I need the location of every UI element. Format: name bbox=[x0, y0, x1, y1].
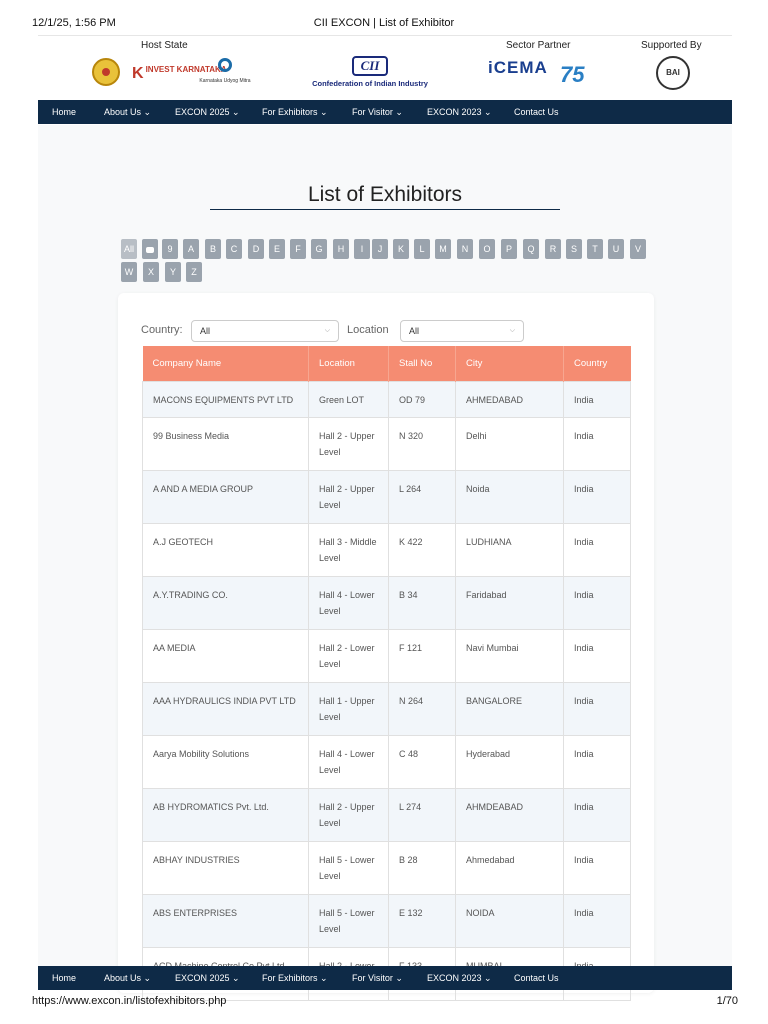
nav-excon-2025[interactable]: EXCON 2025 ⌄ bbox=[175, 973, 240, 983]
cell-stall: L 274 bbox=[389, 789, 456, 842]
nav-about-us[interactable]: About Us ⌄ bbox=[104, 107, 152, 117]
cell-location: Hall 1 - Upper Level bbox=[309, 683, 389, 736]
cell-location: Hall 3 - Middle Level bbox=[309, 524, 389, 577]
cell-stall: F 121 bbox=[389, 630, 456, 683]
letter-filter-h[interactable]: H bbox=[333, 239, 349, 259]
letter-filter-x[interactable]: X bbox=[143, 262, 159, 282]
letter-filter-s[interactable]: S bbox=[566, 239, 582, 259]
icema-logo[interactable] bbox=[488, 58, 548, 78]
cell-stall: K 422 bbox=[389, 524, 456, 577]
letter-filter-9[interactable]: 9 bbox=[162, 239, 178, 259]
cell-stall: N 264 bbox=[389, 683, 456, 736]
nav-contact-us[interactable]: Contact Us bbox=[514, 107, 559, 117]
country-filter-label: Country: bbox=[141, 324, 183, 336]
cell-stall: B 34 bbox=[389, 577, 456, 630]
cell-country: India bbox=[564, 789, 631, 842]
table-header-row bbox=[143, 346, 631, 382]
cell-city: Delhi bbox=[456, 418, 564, 471]
print-title: CII EXCON | List of Exhibitor bbox=[313, 17, 455, 29]
letter-filter-o[interactable]: O bbox=[479, 239, 495, 259]
nav-for-exhibitors[interactable]: For Exhibitors ⌄ bbox=[262, 973, 328, 983]
table-row bbox=[143, 789, 631, 842]
page-content bbox=[38, 125, 732, 966]
invest-karnataka-logo[interactable]: KINVEST KARNATAKA bbox=[132, 65, 227, 82]
letter-filter-z[interactable]: Z bbox=[186, 262, 202, 282]
seventy-five-years-logo bbox=[560, 62, 584, 88]
table-row bbox=[143, 683, 631, 736]
nav-home[interactable]: Home bbox=[52, 973, 77, 983]
cell-company: AAA HYDRAULICS INDIA PVT LTD bbox=[143, 683, 309, 736]
print-date: 12/1/25, 1:56 PM bbox=[32, 17, 116, 29]
nav-contact-us[interactable]: Contact Us bbox=[514, 973, 559, 983]
cell-country: India bbox=[564, 630, 631, 683]
column-header-location[interactable]: Location bbox=[309, 346, 389, 382]
letter-filter-v[interactable]: V bbox=[630, 239, 646, 259]
table-row bbox=[143, 630, 631, 683]
table-row bbox=[143, 842, 631, 895]
location-select[interactable] bbox=[400, 320, 524, 342]
country-select-value: All bbox=[200, 326, 211, 336]
chevron-down-icon: ⌵ bbox=[509, 327, 515, 334]
cell-city: AHMDEABAD bbox=[456, 789, 564, 842]
cell-city: BANGALORE bbox=[456, 683, 564, 736]
cell-stall: N 320 bbox=[389, 418, 456, 471]
cell-stall: E 132 bbox=[389, 895, 456, 948]
invest-karnataka-text: INVEST KARNATAKA bbox=[145, 65, 227, 74]
sticky-navbar bbox=[38, 966, 732, 990]
print-page-number: 1/70 bbox=[716, 995, 738, 1007]
column-header-stall-no[interactable]: Stall No bbox=[389, 346, 456, 382]
cell-location: Hall 2 - Lower Level bbox=[309, 630, 389, 683]
location-filter-label: Location bbox=[347, 324, 389, 336]
supported-by-label: Supported By bbox=[641, 40, 702, 51]
cell-company: A AND A MEDIA GROUP bbox=[143, 471, 309, 524]
print-url: https://www.excon.in/listofexhibitors.php bbox=[32, 995, 227, 1007]
main-navbar bbox=[38, 100, 732, 124]
nav-excon-2023[interactable]: EXCON 2023 ⌄ bbox=[427, 973, 492, 983]
cell-country: India bbox=[564, 895, 631, 948]
table-row bbox=[143, 382, 631, 418]
chevron-down-icon: ⌵ bbox=[324, 327, 330, 334]
cell-location: Hall 4 - Lower Level bbox=[309, 577, 389, 630]
letter-filter-e[interactable]: E bbox=[269, 239, 285, 259]
host-state-label: Host State bbox=[141, 40, 188, 51]
letter-filter-i[interactable]: I bbox=[354, 239, 370, 259]
table-row bbox=[143, 418, 631, 471]
karnataka-udyog-mitra-text: Karnataka Udyog Mitra bbox=[199, 78, 251, 84]
letter-filter-j[interactable]: J bbox=[372, 239, 388, 259]
cell-city: AHMEDABAD bbox=[456, 382, 564, 418]
title-underline bbox=[210, 209, 560, 210]
cell-city: Ahmedabad bbox=[456, 842, 564, 895]
karnataka-udyog-mitra-logo[interactable] bbox=[198, 58, 252, 84]
nav-home[interactable]: Home bbox=[52, 107, 77, 117]
letter-filter-all[interactable]: All bbox=[121, 239, 137, 259]
cell-company: ABHAY INDUSTRIES bbox=[143, 842, 309, 895]
cell-country: India bbox=[564, 418, 631, 471]
cell-location: Hall 5 - Lower Level bbox=[309, 895, 389, 948]
cell-location: Hall 2 - Upper Level bbox=[309, 789, 389, 842]
cell-location: Green LOT bbox=[309, 382, 389, 418]
page-title: List of Exhibitors bbox=[307, 183, 463, 206]
letter-filter-n[interactable]: N bbox=[457, 239, 473, 259]
cell-location: Hall 2 - Upper Level bbox=[309, 471, 389, 524]
cell-company: 99 Business Media bbox=[143, 418, 309, 471]
icema-text: iCEMA bbox=[488, 58, 548, 77]
nav-for-visitor[interactable]: For Visitor ⌄ bbox=[352, 107, 403, 117]
table-row bbox=[143, 524, 631, 577]
letter-filter-m[interactable]: M bbox=[435, 239, 451, 259]
sector-partner-label: Sector Partner bbox=[506, 40, 571, 51]
letter-filter-w[interactable]: W bbox=[121, 262, 137, 282]
letter-filter-f[interactable]: F bbox=[290, 239, 306, 259]
cell-country: India bbox=[564, 577, 631, 630]
cell-city: LUDHIANA bbox=[456, 524, 564, 577]
letter-filter-y[interactable]: Y bbox=[165, 262, 181, 282]
cell-stall: L 264 bbox=[389, 471, 456, 524]
bai-text: BAI bbox=[666, 68, 680, 77]
letter-filter-k[interactable]: K bbox=[393, 239, 409, 259]
bai-logo[interactable] bbox=[656, 56, 690, 90]
letter-filter-p[interactable]: P bbox=[501, 239, 517, 259]
country-select[interactable] bbox=[191, 320, 339, 342]
exhibitor-table bbox=[142, 346, 631, 1001]
cii-mark: CII bbox=[352, 56, 388, 76]
cell-company: AB HYDROMATICS Pvt. Ltd. bbox=[143, 789, 309, 842]
cell-company: MACONS EQUIPMENTS PVT LTD bbox=[143, 382, 309, 418]
column-header-city[interactable]: City bbox=[456, 346, 564, 382]
letter-filter-r[interactable]: R bbox=[545, 239, 561, 259]
nav-for-exhibitors[interactable]: For Exhibitors ⌄ bbox=[262, 107, 328, 117]
cell-country: India bbox=[564, 471, 631, 524]
letter-filter-b[interactable]: B bbox=[205, 239, 221, 259]
cell-company: Aarya Mobility Solutions bbox=[143, 736, 309, 789]
table-row bbox=[143, 577, 631, 630]
karnataka-emblem-logo bbox=[92, 58, 120, 86]
cell-company: AA MEDIA bbox=[143, 630, 309, 683]
letter-filter-u[interactable]: U bbox=[608, 239, 624, 259]
logo-bar bbox=[38, 35, 732, 100]
cell-country: India bbox=[564, 683, 631, 736]
letter-filter-q[interactable]: Q bbox=[523, 239, 539, 259]
cell-city: Hyderabad bbox=[456, 736, 564, 789]
column-header-company-name[interactable]: Company Name bbox=[143, 346, 309, 382]
nav-excon-2025[interactable]: EXCON 2025 ⌄ bbox=[175, 107, 240, 117]
cell-location: Hall 5 - Lower Level bbox=[309, 842, 389, 895]
letter-filter-l[interactable]: L bbox=[414, 239, 430, 259]
letter-filter-d[interactable]: D bbox=[248, 239, 264, 259]
cell-city: Faridabad bbox=[456, 577, 564, 630]
nav-about-us[interactable]: About Us ⌄ bbox=[104, 973, 152, 983]
column-header-country[interactable]: Country bbox=[564, 346, 631, 382]
cii-logo[interactable] bbox=[310, 56, 430, 88]
letter-filter-c[interactable]: C bbox=[226, 239, 242, 259]
cii-name: Confederation of Indian Industry bbox=[312, 79, 428, 88]
cell-company: ABS ENTERPRISES bbox=[143, 895, 309, 948]
cell-country: India bbox=[564, 382, 631, 418]
letter-filter-g[interactable]: G bbox=[311, 239, 327, 259]
cell-country: India bbox=[564, 842, 631, 895]
cell-company: A.Y.TRADING CO. bbox=[143, 577, 309, 630]
table-row bbox=[143, 736, 631, 789]
location-select-value: All bbox=[409, 326, 420, 336]
print-header bbox=[0, 15, 768, 31]
cell-country: India bbox=[564, 524, 631, 577]
cell-company: A.J GEOTECH bbox=[143, 524, 309, 577]
cell-stall: OD 79 bbox=[389, 382, 456, 418]
table-row bbox=[143, 895, 631, 948]
cell-city: Noida bbox=[456, 471, 564, 524]
cell-city: Navi Mumbai bbox=[456, 630, 564, 683]
letter-filter-a[interactable]: A bbox=[183, 239, 199, 259]
cell-city: NOIDA bbox=[456, 895, 564, 948]
cell-country: India bbox=[564, 736, 631, 789]
letter-filter-t[interactable]: T bbox=[587, 239, 603, 259]
cell-stall: B 28 bbox=[389, 842, 456, 895]
nav-excon-2023[interactable]: EXCON 2023 ⌄ bbox=[427, 107, 492, 117]
nav-for-visitor[interactable]: For Visitor ⌄ bbox=[352, 973, 403, 983]
cell-location: Hall 2 - Upper Level bbox=[309, 418, 389, 471]
letter-filter-symbol[interactable] bbox=[142, 239, 158, 259]
table-row bbox=[143, 471, 631, 524]
cell-stall: C 48 bbox=[389, 736, 456, 789]
seventy-five-text: 75 bbox=[560, 62, 585, 87]
cell-location: Hall 4 - Lower Level bbox=[309, 736, 389, 789]
